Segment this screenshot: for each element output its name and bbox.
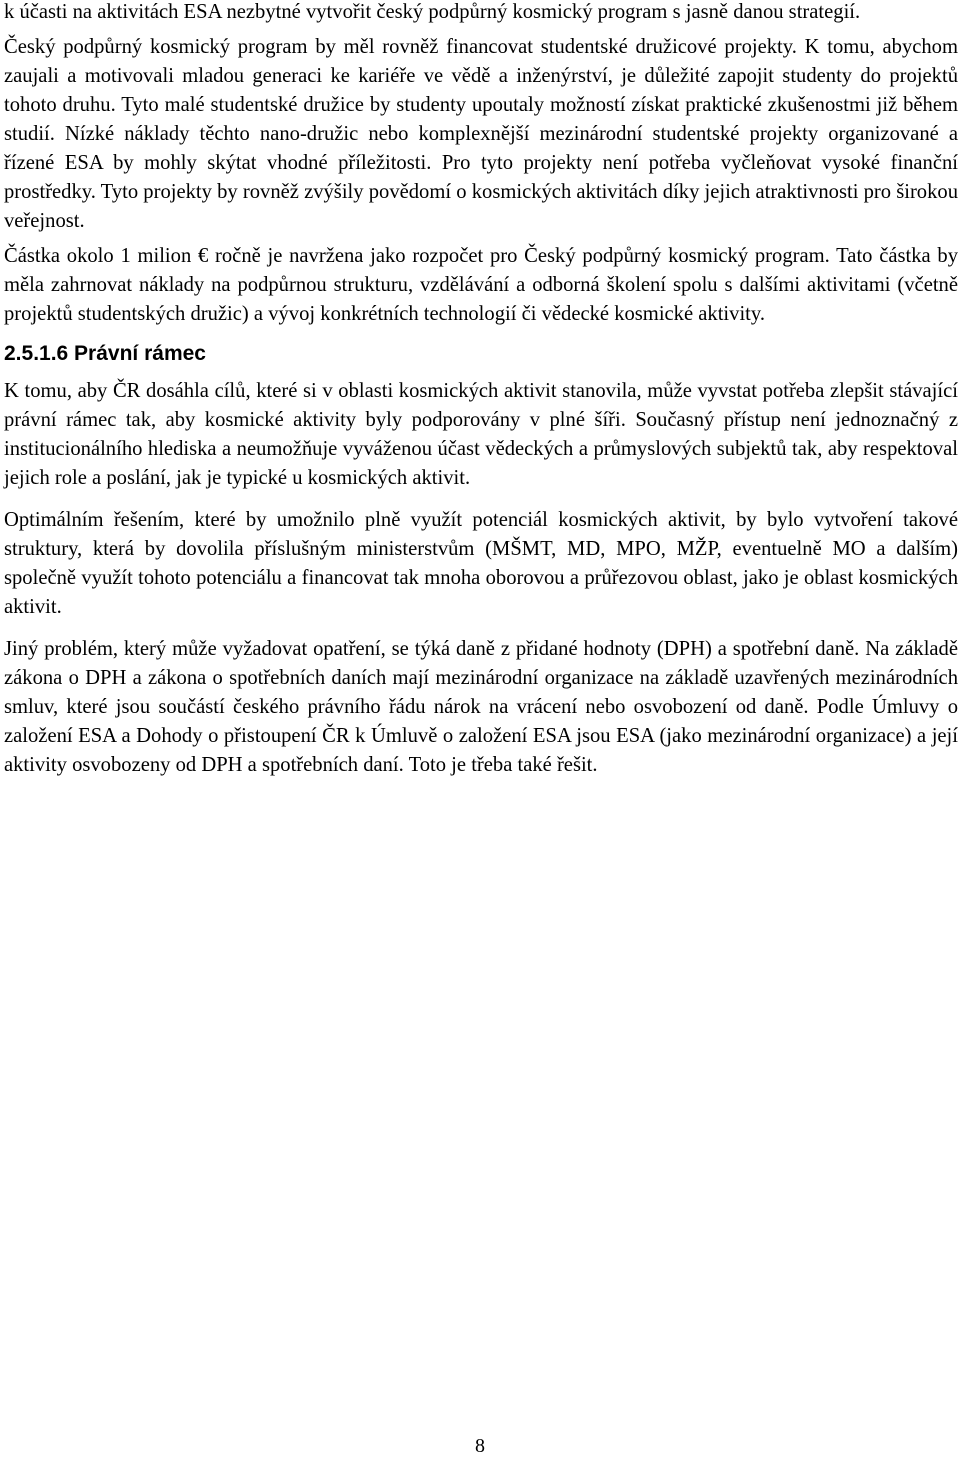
paragraph-budget: Částka okolo 1 milion € ročně je navržena jako rozpočet pro Český podpůrný kosmický program. Tato částka by měla zahrnovat náklady na podpůrnou strukturu, vzdělávání a odborná školení spolu s dalšími aktivitami (včetně projektů studentských družic) a vývoj konkrétních technologií či vědecké kosmické aktivity. (4, 245, 958, 325)
paragraph-esa-strategy: k účasti na aktivitách ESA nezbytné vytvořit český podpůrný kosmický program s jasně danou strategií. (4, 1, 861, 23)
paragraph-vat-problem: Jiný problém, který může vyžadovat opatření, se týká daně z přidané hodnoty (DPH) a spotřební daně. Na základě zákona o DPH a zákona o spotřebních daních mají mezinárodní organizace na základě uzavřených mezinárodních smluv, které jsou součástí českého právního řádu nárok na vrácení nebo osvobození od daně. Podle Úmluvy o založení ESA a Dohody o přistoupení ČR k Úmluvě o založení ESA jsou ESA (jako mezinárodní organizace) a její aktivity osvobozeny od DPH a spotřebních daní. Toto je třeba také řešit. (4, 638, 958, 776)
paragraph-student-satellites: Český podpůrný kosmický program by měl rovněž financovat studentské družicové projekty. K tomu, abychom zaujali a motivovali mladou generaci ke kariéře ve vědě a inženýrství, je důležité zapojit studenty do projektů tohoto druhu. Tyto malé studentské družice by studenty upoutaly možností získat praktické zkušenostmi již během studií. Nízké náklady těchto nano-družic nebo komplexnější mezinárodní studentské projekty organizované a řízené ESA by mohly skýtat vhodné příležitosti. Pro tyto projekty není potřeba vyčleňovat vysoké finanční prostředky. Tyto projekty by rovněž zvýšily povědomí o kosmických aktivitách díky jejich atraktivnosti pro širokou veřejnost. (4, 36, 958, 232)
document-page (4, 0, 958, 780)
section-heading: 2.5.1.6 Právní rámec (4, 342, 206, 365)
paragraph-optimal-solution: Optimálním řešením, které by umožnilo plně využít potenciál kosmických aktivit, by bylo vytvoření takové struktury, která by dovolila příslušným ministerstvům (MŠMT, MD, MPO, MŽP, eventuelně MO a dalším) společně využít tohoto potenciálu a financovat tak mnoha oborovou a průřezovou oblast, jako je oblast kosmických aktivit. (4, 509, 958, 618)
paragraph-legal-framework: K tomu, aby ČR dosáhla cílů, které si v oblasti kosmických aktivit stanovila, může vyvstat potřeba zlepšit stávající právní rámec tak, aby kosmické aktivity byly podporovány v plné šíři. Současný přístup není jednoznačný z institucionálního hlediska a neumožňuje vyváženou účast vědeckých a průmyslových subjektů tak, aby respektoval jejich role a poslání, jak je typické u kosmických aktivit. (4, 380, 958, 489)
page-number: 8 (475, 1435, 485, 1457)
